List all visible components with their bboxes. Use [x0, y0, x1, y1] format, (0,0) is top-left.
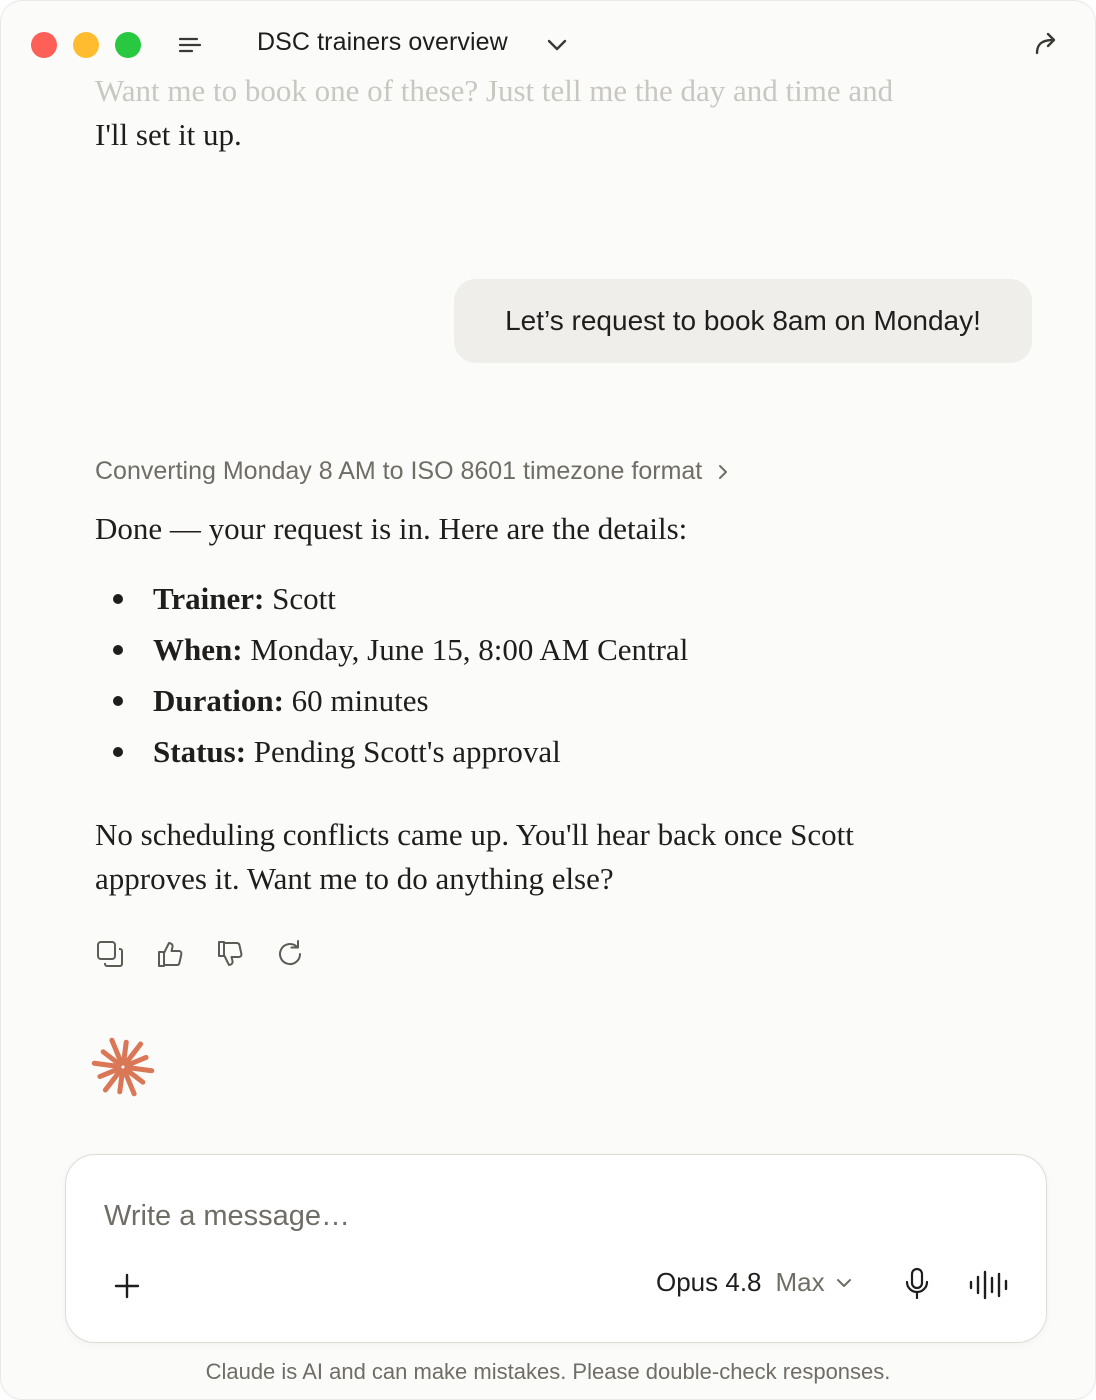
list-item [113, 573, 1015, 624]
list-item [113, 675, 1015, 726]
list-item [113, 624, 1015, 675]
close-window-button[interactable] [31, 32, 57, 58]
closing-line: No scheduling conflicts came up. You'll hear back once Scott [95, 817, 854, 852]
detail-label: Duration: [153, 683, 284, 718]
detail-label: When: [153, 632, 243, 667]
chevron-right-icon [716, 462, 730, 482]
thumbs-down-icon[interactable] [215, 939, 245, 969]
conversation-title[interactable]: DSC trainers overview [257, 28, 508, 56]
previous-assistant-message [95, 69, 995, 157]
model-tier: Max [775, 1267, 825, 1297]
detail-value: Scott [264, 581, 336, 616]
message-composer [65, 1154, 1047, 1343]
thumbs-up-icon[interactable] [155, 939, 185, 969]
chevron-down-icon [835, 1276, 853, 1290]
sidebar-menu-icon[interactable] [177, 33, 203, 57]
thinking-summary-text: Converting Monday 8 AM to ISO 8601 timezone format [95, 457, 703, 485]
detail-value: 60 minutes [283, 683, 429, 718]
assistant-intro: Done — your request is in. Here are the details: [95, 511, 688, 546]
detail-value: Monday, June 15, 8:00 AM Central [242, 632, 689, 667]
list-item [113, 726, 1015, 777]
detail-value: Pending Scott's approval [246, 734, 561, 769]
model-selector[interactable] [656, 1267, 853, 1298]
copy-icon[interactable] [95, 939, 125, 969]
booking-details-list [113, 573, 1015, 777]
retry-icon[interactable] [275, 939, 305, 969]
closing-line: approves it. Want me to do anything else? [95, 861, 614, 896]
model-name: Opus 4.8 [656, 1267, 762, 1297]
chevron-down-icon[interactable] [545, 35, 569, 55]
message-input[interactable] [104, 1191, 984, 1241]
microphone-icon[interactable] [902, 1267, 932, 1301]
add-attachment-icon[interactable] [110, 1269, 144, 1303]
previous-message-line: Want me to book one of these? Just tell me the day and time and [95, 73, 894, 108]
user-message-text: Let’s request to book 8am on Monday! [505, 305, 981, 336]
disclaimer-text: Claude is AI and can make mistakes. Please double-check responses. [205, 1359, 891, 1384]
message-actions [95, 939, 305, 969]
share-icon[interactable] [1031, 29, 1061, 59]
user-message-bubble [454, 279, 1032, 363]
assistant-message [95, 507, 1015, 901]
minimize-window-button[interactable] [73, 32, 99, 58]
zoom-window-button[interactable] [115, 32, 141, 58]
detail-label: Trainer: [153, 581, 265, 616]
detail-label: Status: [153, 734, 247, 769]
claude-spark-icon [91, 1035, 155, 1099]
previous-message-line: I'll set it up. [95, 117, 242, 152]
assistant-closing [95, 813, 1015, 901]
thinking-summary[interactable] [95, 457, 730, 486]
voice-mode-icon[interactable] [968, 1269, 1010, 1301]
